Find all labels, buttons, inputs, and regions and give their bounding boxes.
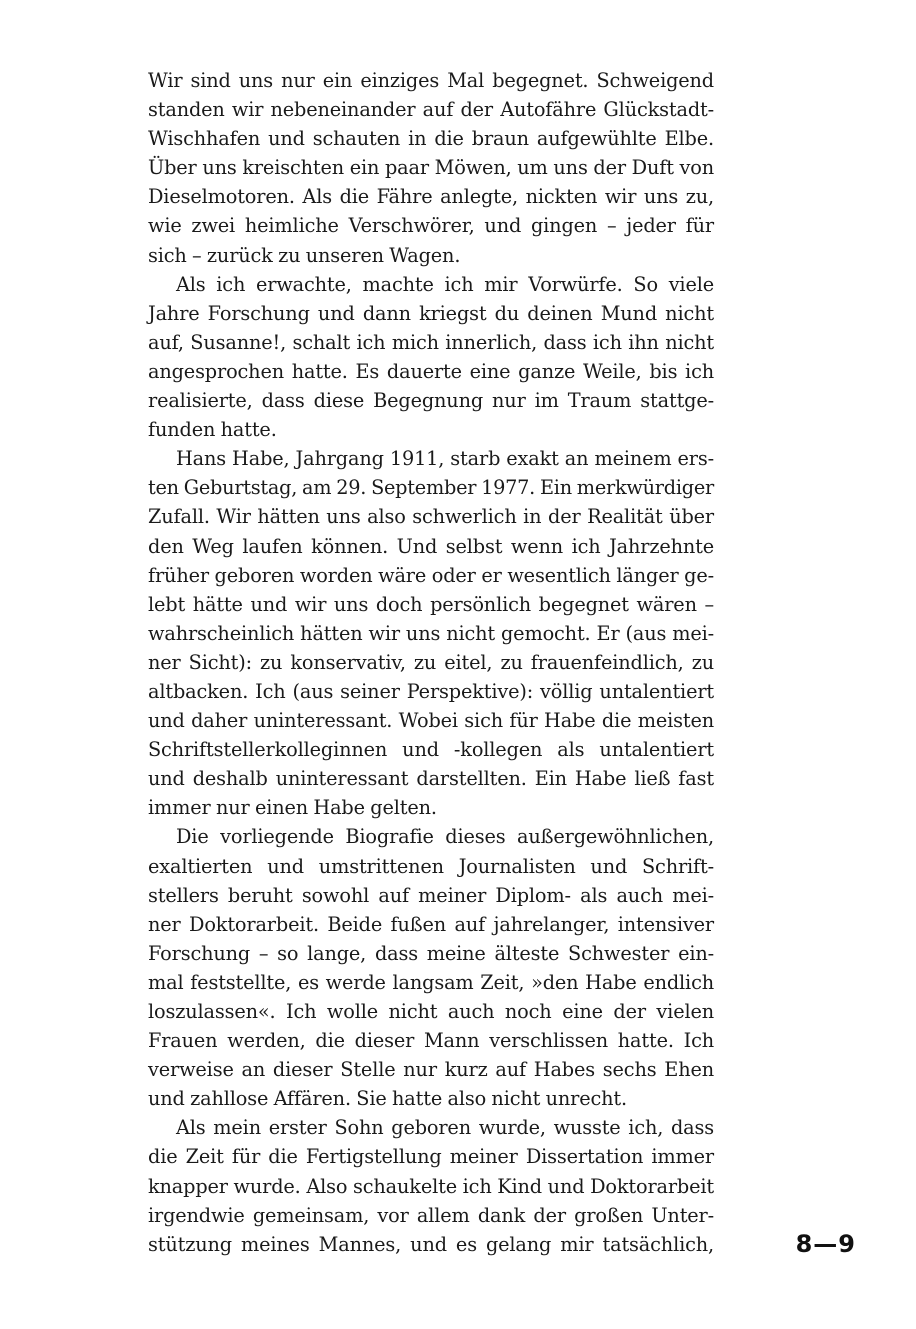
text-line: Forschung – so lange, dass meine älteste Schwester ein- — [148, 941, 714, 965]
text-line: immer nur einen Habe gelten. — [148, 796, 437, 820]
text-line: lebt hätte und wir uns doch persönlich begegnet wären – — [148, 592, 714, 616]
text-line: und daher uninteressant. Wobei sich für Habe die meisten — [148, 709, 714, 733]
text-line: Dieselmotoren. Als die Fähre anlegte, nickten wir uns zu, — [148, 185, 714, 209]
text-line: wahrscheinlich hätten wir uns nicht gemocht. Er (aus mei- — [148, 621, 714, 645]
body-text — [148, 66, 714, 1259]
text-line: standen wir nebeneinander auf der Autofähre Glückstadt- — [148, 98, 714, 122]
text-line: knapper wurde. Also schaukelte ich Kind und Doktorarbeit — [148, 1174, 714, 1198]
text-line: ner Doktorarbeit. Beide fußen auf jahrelanger, intensiver — [148, 912, 714, 936]
text-line: früher geboren worden wäre oder er wesentlich länger ge- — [148, 563, 714, 587]
text-line: irgendwie gemeinsam, vor allem dank der großen Unter- — [148, 1203, 714, 1227]
text-line: stellers beruht sowohl auf meiner Diplom- als auch mei- — [148, 883, 714, 907]
text-line: Jahre Forschung und dann kriegst du deinen Mund nicht — [148, 301, 714, 325]
text-line: Wischhafen und schauten in die braun aufgewühlte Elbe. — [148, 127, 714, 151]
text-line: Frauen werden, die dieser Mann verschlissen hatte. Ich — [148, 1029, 714, 1053]
text-line: loszulassen«. Ich wolle nicht auch noch eine der vielen — [148, 1000, 714, 1023]
text-line: verweise an dieser Stelle nur kurz auf Habes sechs Ehen — [148, 1058, 714, 1082]
text-line: sich – zurück zu unseren Wagen. — [148, 243, 461, 267]
text-line: Über uns kreischten ein paar Möwen, um uns der Duft von — [148, 156, 714, 180]
text-line: Wir sind uns nur ein einziges Mal begegnet. Schweigend — [148, 69, 714, 92]
text-line: funden hatte. — [148, 418, 277, 442]
text-line: realisierte, dass diese Begegnung nur im Traum stattge- — [148, 389, 714, 413]
text-line: exaltierten und umstrittenen Journalisten und Schrift- — [148, 854, 714, 878]
text-line: Als mein erster Sohn geboren wurde, wusste ich, dass — [176, 1116, 714, 1140]
text-line: angesprochen hatte. Es dauerte eine ganze Weile, bis ich — [148, 359, 714, 383]
text-line: ten Geburtstag, am 29. September 1977. Ein merkwürdiger — [148, 476, 714, 500]
text-line: Zufall. Wir hätten uns also schwerlich in der Realität über — [148, 505, 714, 529]
text-line: ner Sicht): zu konservativ, zu eitel, zu frauenfeindlich, zu — [148, 650, 714, 674]
text-line: wie zwei heimliche Verschwörer, und gingen – jeder für — [148, 214, 714, 238]
text-line: mal feststellte, es werde langsam Zeit, »den Habe endlich — [148, 970, 714, 994]
page-number: 8—9 — [795, 1230, 856, 1258]
text-line: Hans Habe, Jahrgang 1911, starb exakt an meinem ers- — [176, 447, 714, 471]
text-line: auf, Susanne!, schalt ich mich innerlich, dass ich ihn nicht — [148, 330, 714, 354]
text-line: und zahllose Affären. Sie hatte also nicht unrecht. — [148, 1087, 627, 1111]
text-line: stützung meines Mannes, und es gelang mir tatsächlich, — [148, 1232, 714, 1256]
text-line: und deshalb uninteressant darstellten. Ein Habe ließ fast — [148, 767, 714, 791]
text-line: Schriftstellerkolleginnen und -kollegen als untalentiert — [148, 738, 714, 762]
text-line: Die vorliegende Biografie dieses außergewöhnlichen, — [176, 825, 714, 849]
text-line: Als ich erwachte, machte ich mir Vorwürfe. So viele — [176, 272, 714, 296]
text-line: die Zeit für die Fertigstellung meiner Dissertation immer — [148, 1145, 714, 1169]
text-line: altbacken. Ich (aus seiner Perspektive): völlig untalentiert — [148, 679, 714, 703]
text-line: den Weg laufen können. Und selbst wenn ich Jahrzehnte — [148, 534, 714, 558]
